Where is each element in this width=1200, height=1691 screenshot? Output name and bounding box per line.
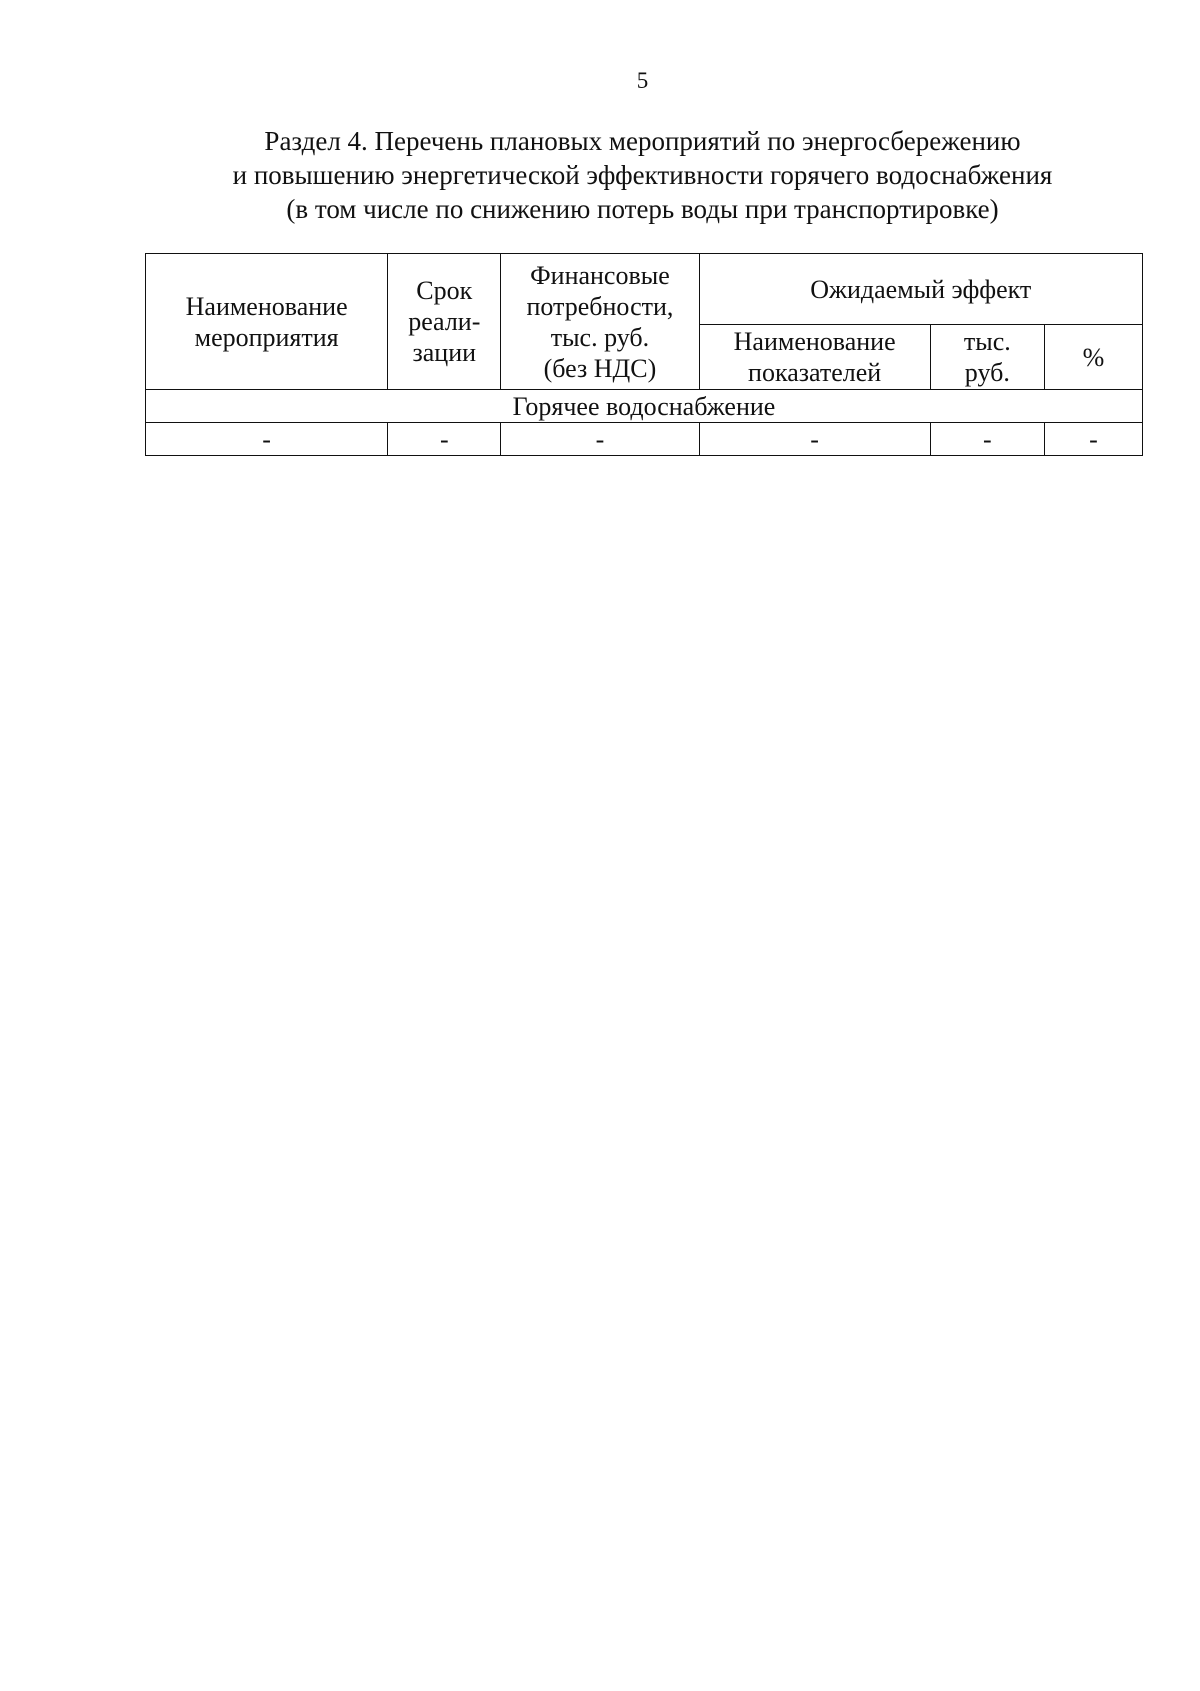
- table-cell: -: [699, 423, 930, 456]
- table-cell: -: [930, 423, 1044, 456]
- header-thousand-rub: тыс. руб.: [930, 325, 1044, 390]
- title-line-3: (в том числе по снижению потерь воды при транспортировке): [286, 194, 999, 224]
- measures-table: [145, 253, 1143, 456]
- table-row: [146, 423, 1143, 456]
- header-indicator-name: Наименование показателей: [699, 325, 930, 390]
- header-row: [146, 254, 1143, 325]
- header-percent: %: [1044, 325, 1142, 390]
- header-expected-effect: Ожидаемый эффект: [699, 254, 1142, 325]
- table-cell: -: [501, 423, 699, 456]
- title-line-2: и повышению энергетической эффективности горячего водоснабжения: [232, 160, 1053, 190]
- group-label: Горячее водоснабжение: [146, 390, 1143, 423]
- table-cell: -: [146, 423, 388, 456]
- title-line-1: Раздел 4. Перечень плановых мероприятий по энергосбережению: [264, 126, 1021, 156]
- table-cell: -: [1044, 423, 1142, 456]
- page-number: 5: [636, 68, 649, 93]
- header-term: Срок реали- зации: [388, 254, 501, 390]
- group-row: [146, 390, 1143, 423]
- header-finance: Финансовые потребности, тыс. руб. (без НДС): [501, 254, 699, 390]
- table-cell: -: [388, 423, 501, 456]
- section-title: [200, 124, 1085, 226]
- header-measure-name: Наименование мероприятия: [146, 254, 388, 390]
